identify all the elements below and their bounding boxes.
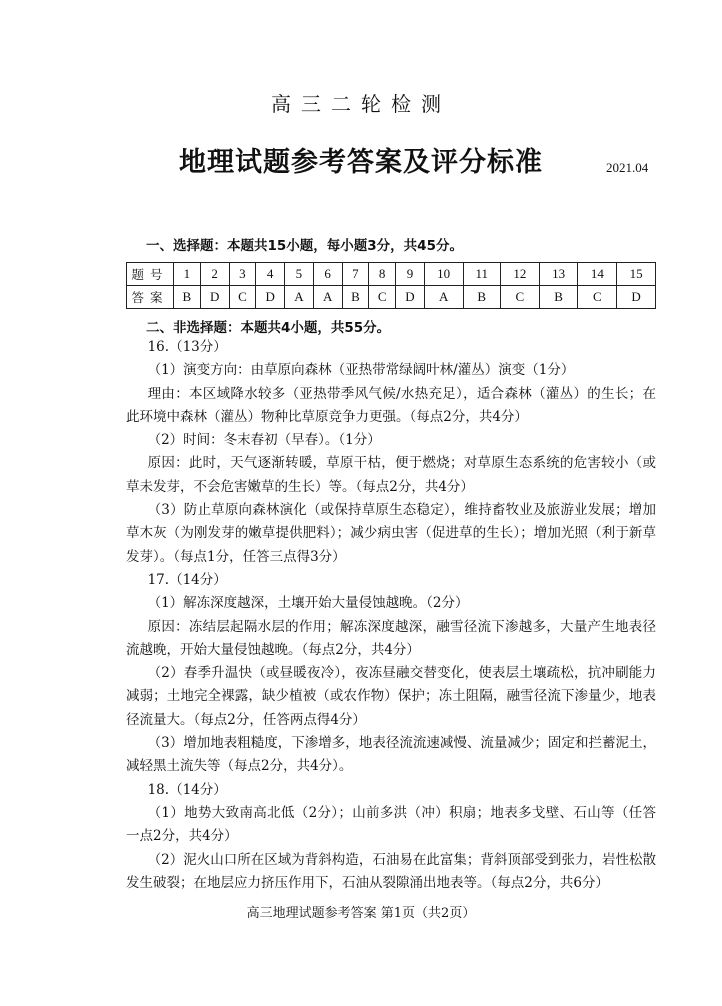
answer-table-answer-row: [127, 286, 656, 309]
answer-cell: B: [539, 286, 578, 309]
answer-cell: B: [463, 286, 500, 309]
document-date: 2021.04: [606, 160, 649, 175]
answer-cell: C: [369, 286, 396, 309]
answer-paragraph: （2）春季升温快（或昼暖夜冷），夜冻昼融交替变化，使表层土壤疏松，抗冲刷能力减弱；土地完全裸露，缺少植被（或农作物）保护；冻土阻隔，融雪径流下渗量少，地表径流量大。（每点2分，任答两点得4分）: [126, 665, 656, 728]
question-number-cell: 1: [174, 263, 201, 286]
answer-table-number-row: [127, 263, 656, 286]
answer-cell: D: [396, 286, 425, 309]
answer-cell: A: [285, 286, 314, 309]
answer-paragraph: （1）演变方向：由草原向森林（亚热带常绿阔叶林/灌丛）演变（1分）: [147, 362, 575, 379]
question-number-cell: 8: [369, 263, 396, 286]
answer-body: [126, 336, 656, 895]
question-number-cell: 11: [463, 263, 500, 286]
number-row-label: 题号: [127, 263, 174, 286]
answer-cell: A: [313, 286, 342, 309]
answer-paragraph: 理由：本区域降水较多（亚热带季风气候/水热充足），适合森林（灌丛）的生长；在此环境中森林（灌丛）物种比草原竞争力更强。（每点2分，共4分）: [126, 385, 656, 425]
answer-row-label: 答案: [127, 286, 174, 309]
question-number-cell: 14: [578, 263, 617, 286]
question-number-cell: 3: [229, 263, 256, 286]
answer-cell: D: [256, 286, 285, 309]
answer-cell: A: [424, 286, 463, 309]
answer-paragraph: （1）地势大致南高北低（2分）；山前多洪（冲）积扇；地表多戈壁、石山等（任答一点2分，共4分）: [126, 804, 656, 845]
question-number-cell: 15: [617, 263, 656, 286]
answer-cell: B: [174, 286, 201, 309]
answer-paragraph: 原因：此时，天气逐渐转暖，草原干枯，便于燃烧；对草原生态系统的危害较小（或草未发芽，不会危害嫩草的生长）等。（每点2分，共4分）: [126, 455, 656, 495]
answer-cell: C: [229, 286, 256, 309]
answer-paragraph: （2）时间：冬末春初（早春）。（1分）: [147, 432, 381, 449]
document-title: 地理试题参考答案及评分标准: [179, 147, 543, 178]
answer-paragraph: 17.（14分）: [147, 571, 227, 588]
question-number-cell: 13: [539, 263, 578, 286]
question-number-cell: 4: [256, 263, 285, 286]
answer-paragraph: （3）防止草原向森林演化（或保持草原生态稳定），维持畜牧业及旅游业发展；增加草木灰（为刚发芽的嫩草提供肥料）；减少病虫害（促进草的生长）；增加光照（利于新草发芽）。（每点1分，任答三点得3分）: [126, 502, 656, 565]
section2-heading: 二、非选择题：本题共4小题，共55分。: [146, 320, 391, 336]
page-footer: 高三地理试题参考答案 第1页（共2页）: [246, 906, 476, 921]
answer-paragraph: （2）泥火山口所在区域为背斜构造，石油易在此富集；背斜顶部受到张力，岩性松散发生破裂；在地层应力挤压作用下，石油从裂隙涌出地表等。（每点2分，共6分）: [126, 851, 656, 891]
answer-cell: C: [578, 286, 617, 309]
question-number-cell: 7: [342, 263, 369, 286]
answer-paragraph: 16.（13分）: [147, 339, 227, 355]
question-number-cell: 5: [285, 263, 314, 286]
question-number-cell: 12: [500, 263, 539, 286]
question-number-cell: 10: [424, 263, 463, 286]
question-number-cell: 2: [200, 263, 229, 286]
answer-table: [126, 262, 656, 309]
answer-cell: C: [500, 286, 539, 309]
answer-paragraph: 18.（14分）: [147, 781, 227, 798]
exam-subtitle: 高三二轮检测: [271, 92, 451, 116]
question-number-cell: 9: [396, 263, 425, 286]
answer-paragraph: （1）解冻深度越深，土壤开始大量侵蚀越晚。（2分）: [147, 595, 469, 612]
answer-cell: D: [617, 286, 656, 309]
answer-cell: B: [342, 286, 369, 309]
section1-heading: 一、选择题：本题共15小题，每小题3分，共45分。: [146, 238, 463, 254]
answer-paragraph: 原因：冻结层起隔水层的作用；解冻深度越深，融雪径流下渗越多，大量产生地表径流越晚，开始大量侵蚀越晚。（每点2分，共4分）: [126, 618, 656, 658]
question-number-cell: 6: [313, 263, 342, 286]
answer-cell: D: [200, 286, 229, 309]
answer-paragraph: （3）增加地表粗糙度，下渗增多，地表径流流速减慢、流量减少；固定和拦蓄泥土，减轻黑土流失等（每点2分，共4分）。: [126, 735, 656, 775]
